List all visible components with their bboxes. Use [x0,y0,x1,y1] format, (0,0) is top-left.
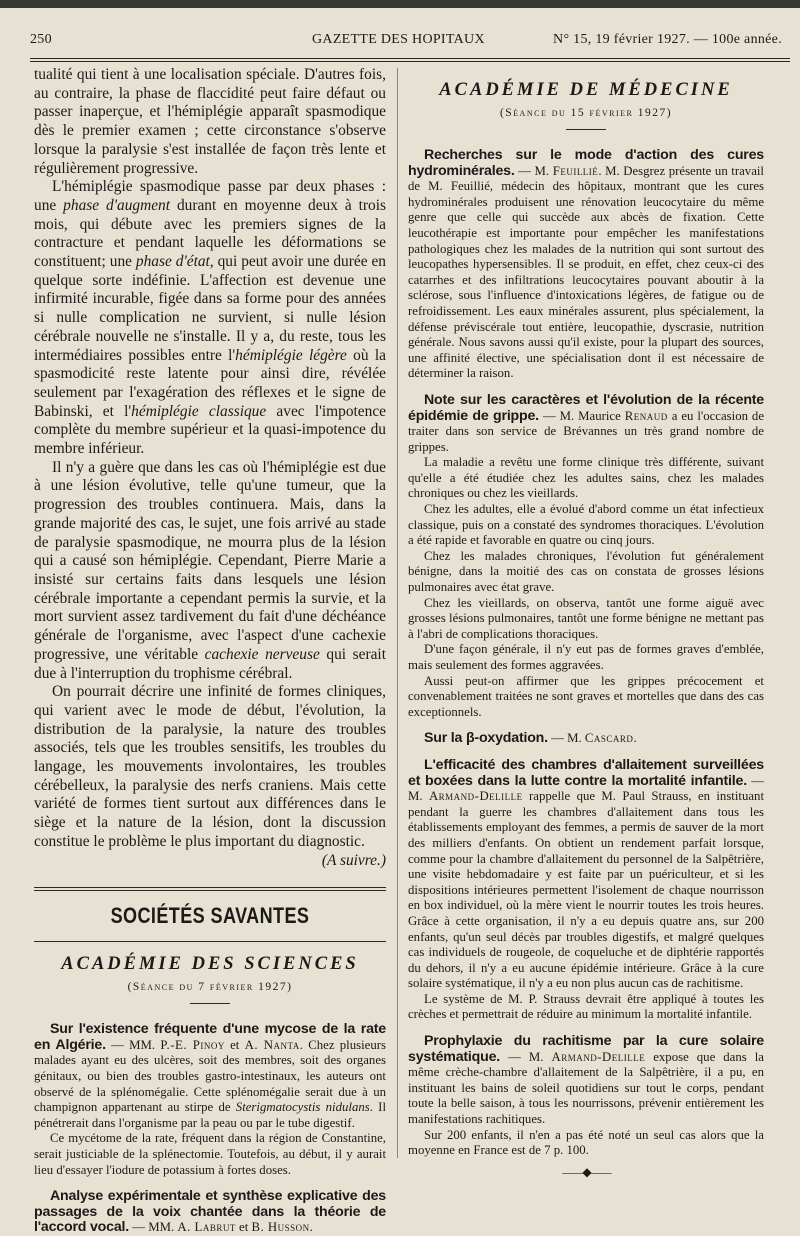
right-column [408,66,764,1180]
column-divider [397,68,398,1158]
session-date: (Séance du 15 février 1927) [499,107,673,119]
issue-info: N° 15, 19 février 1927. — 100e année. [553,32,782,47]
body-paragraph: Il n'y a guère que dans les cas où l'hémiplégie est due à une lésion évolutive, telle qu'une tumeur, que la progression des troubles continuera. Mais, dans la grande majorité des cas, le sujet, une fois arrivé au stade de paralysie spasmodique, ne mourra plus de la lésion qui a causé son hémiplégie. Cependant, Pierre Marie a insisté sur certains faits dans lesquels une lésion cérébrale importante a cependant permis la survie, et la mort survient assez tardivement du fait d'une déchéance générale de l'organisme, avec l'aspect d'une cachexie progressive, une véritable cachexie nerveuse qui serait due à l'interruption du trophisme cérébral. [34,458,386,682]
report-item: Analyse expérimentale et synthèse explicative des passages de la voix chantée dans la théorie de l'accord vocal. — MM. A. Labrut et B. Husson. [34,1188,386,1236]
report-paragraph: D'une façon générale, il n'y eut pas de formes graves d'emblée, mais seulement des formes aggravées. [408,642,764,672]
report-paragraph: Le système de M. P. Strauss devrait être appliqué à toutes les crèches et permettrait de réduire au minimum la mortalité infantile. [408,991,764,1022]
report-item: Recherches sur le mode d'action des cures hydrominérales. — M. Feuillié. M. Desgrez présente un travail de M. Feuillié, médecin des hôpitaux, montrant que les cures hydrominérales produisent une rénovation leucocytaire du même genre que celle qui succède aux abcès de fixation. Cette leucothérapie est importante pour empêcher les manifestations pathologiques chez les malades de la nutrition qui sont surtout des leucopathes hypersensibles. Il se produit, en effet, chez ceux-ci des catarrhes et des infiltrations leucocytaires pouvant aboutir à la sclérose, sous l'influence d'intoxications légères, de fatigue ou de refroidissement. Les eaux minérales assurent, plus spécialement, la défense préviscérale tout entière, leucopathie, dyscrasie, nutrition générale. Nous savons aussi qu'il existe, pour la plupart des sources, une affinité élective, une spécialisation dont il est nécessaire de déterminer la raison. [408,147,764,381]
body-paragraph: tualité qui tient à une localisation spéciale. D'autres fois, au contraire, la phase de flaccidité peut faire défaut ou passer inaperçue, et l'hémiplégie apparaît spasmodique dès le premier examen ; cette circonstance s'observe lorsque la paralysie s'est installée de façon très lente et régulièrement progressive. [34,66,386,177]
report-paragraph: Ce mycétome de la rate, fréquent dans la région de Constantine, serait justiciable de la splénectomie. Toutefois, au début, il y aurait lieu d'essayer l'iodure de potassium à fortes doses. [34,1131,386,1177]
end-ornament: ——◆—— [562,1164,610,1179]
report-paragraph: Aussi peut-on affirmer que les grippes précocement et convenablement traitées ne sont graves et mortelles que dans des cas exceptionnels. [408,673,764,719]
section-rule [34,890,386,891]
short-rule [566,129,606,130]
academy-heading: ACADÉMIE DES SCIENCES [61,954,359,975]
report-item: Sur la β-oxydation. — M. Cascard. [424,730,637,747]
report-item: Sur l'existence fréquente d'une mycose de la rate en Algérie. — MM. P.-E. Pinoy et A. Nanta. Chez plusieurs malades ayant eu des ulcères, soit des membres, soit des organes génitaux, ou bien des troubles gastro-intestinaux, les auteurs ont observé de la splénomégalie. Cette splénomégalie serait due à un champignon appartenant au stirpe de Sterigmatocystis nidulans. Il pénétrerait dans l'organisme par la peau ou par le tube digestif. [34,1021,387,1130]
section-rule [34,941,386,942]
report-paragraph: Chez les malades chroniques, l'évolution fut généralement bénigne, dans la moitié des cas on constata de grosses lésions pulmonaires avec état grave. [408,548,764,595]
report-item: L'efficacité des chambres d'allaitement surveillées et boxées dans la lutte contre la mortalité infantile. — M. Armand-Delille rappelle que M. Paul Strauss, en instituant pendant la guerre les chambres d'allaitement dans tous les établissements employant des femmes, a permis de sauver de la mort des milliers d'enfants. On obtient un rendement parfait lorsque, comme pour la chambre d'allaitement du personnel de la Salpêtrière, une visite hebdomadaire y est faite par un puériculteur, et si les dispositions intérieures permettent l'isolement de chaque nourrisson en box individuel, où la mère vient le nourrir toutes les trois heures. Grâce à cette organisation, il n'y a eu depuis quatre ans, sur 200 enfants, qu'un seul décès par troubles digestifs, et malgré quelques cas individuels de rougeole, de coqueluche et de diphtérie rapportés du dehors, il n'y a eu aucune épidémie intérieure. Grâce à la cure solaire systématique, il n'y a eu non plus aucun cas de rachitisme. [408,756,765,991]
header-rule [30,58,790,59]
section-title: SOCIÉTÉS SAVANTES [110,903,310,929]
section-rule [34,887,386,888]
academy-heading: ACADÉMIE DE MÉDECINE [439,80,733,100]
report-paragraph: Chez les vieillards, on observa, tantôt une forme aiguë avec grosses lésions pulmonaires, tantôt une forme bénigne ne mettant pas à l'abri de complications thoraciques. [408,595,764,641]
journal-title: GAZETTE DES HOPITAUX [312,32,485,47]
body-paragraph: On pourrait décrire une infinité de formes cliniques, qui varient avec le mode de début, l'évolution, la distribution de la paralysie, la nature des troubles associés, tels que les troubles sensitifs, les troubles du langage, les mouvements involontaires, les troubles cérébelleux, la paralysie des nerfs craniens. Mais cette variété de formes tient surtout aux différences dans le siège et la nature de la lésion, dont la discussion constitue le problème le plus important du diagnostic. (A suivre.) [34,683,386,869]
body-paragraph: L'hémiplégie spasmodique passe par deux phases : une phase d'augment durant en moyenne deux à trois mois, qui débute avec les premiers signes de la contracture et pendant laquelle les déformations se constituent; une phase d'état, qui peut avoir une durée en quelque sorte indéfinie. L'affection est devenue une infirmité incurable, figée dans sa forme pour des années si nulle complication ne survient, si nulle lésion cérébrale nouvelle ne s'installe. Il y a, du reste, tous les intermédiaires possibles entre l'hémiplégie légère où la spasmodicité reste latente pour ainsi dire, révélée seulement par l'exagération des réflexes et le signe de Babinski, et l'hémiplégie classique avec l'impotence complète du membre supérieur et la quasi-impotence du membre inférieur. [34,178,386,458]
report-item: Prophylaxie du rachitisme par la cure solaire systématique. — M. Armand-Delille expose que dans la même crèche-chambre d'allaitement de la Salpêtrière, il a pu, en instituant les bains de soleil quotidiens sur tout le corps, pendant toute la belle saison, à tous les nourrissons, prévenir entièrement les manifestations rachitiques. [408,1033,764,1127]
short-rule [190,1003,230,1004]
top-border [0,0,800,8]
report-paragraph: Sur 200 enfants, il n'en a pas été noté un seul cas alors que la moyenne en France est de 7 p. 100. [408,1127,764,1158]
session-date: (Séance du 7 février 1927) [127,981,293,994]
page-header [30,32,790,54]
header-rule-2 [30,61,790,62]
report-paragraph: Chez les adultes, elle a évolué d'abord comme un état infectieux classique, puis on a constaté des syndromes thoraciques. L'évolution a été rapide et favorable en quatre ou cinq jours. [408,502,764,548]
left-column [34,66,386,1236]
report-item: Note sur les caractères et l'évolution de la récente épidémie de grippe. — M. Maurice Renaud a eu l'occasion de traiter dans son service de Brévannes un très grand nombre de grippes. [408,391,765,454]
to-be-continued: (A suivre.) [321,851,386,869]
report-paragraph: La maladie a revêtu une forme clinique très différente, suivant qu'elle a été étudiée chez les adultes sains, chez les malades chroniques ou chez les vieillards. [408,455,764,501]
page-number: 250 [30,32,52,47]
